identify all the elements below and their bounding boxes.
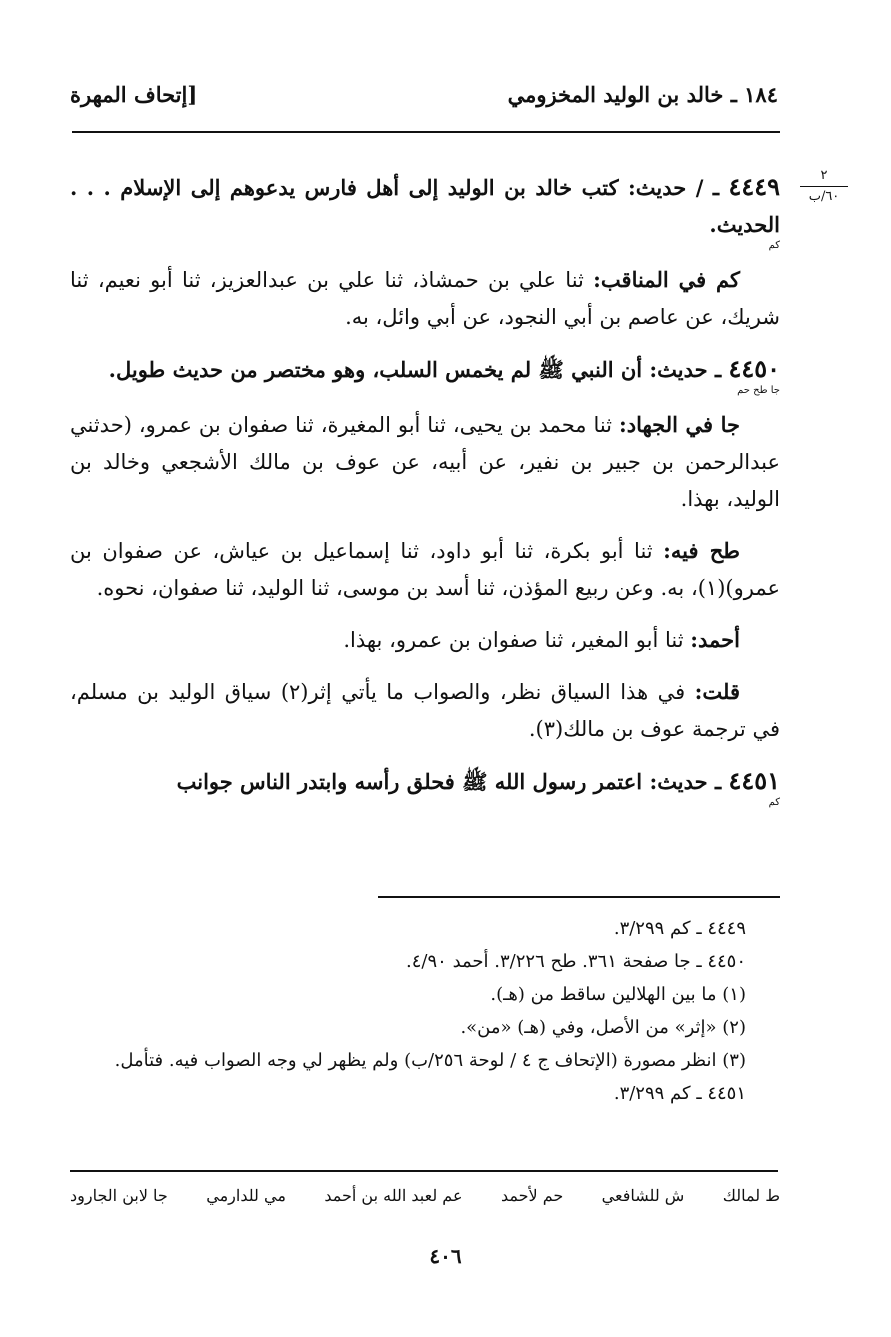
source-siglum: كم: [768, 240, 780, 251]
hadith-text: ـ / حديث: كتب خالد بن الوليد إلى أهل فارس يدعوهم إلى الإسلام . . . الحديث.: [70, 175, 780, 237]
footnote: ٤٤٤٩ ـ كم ٣/٢٩٩.: [613, 918, 746, 939]
source-label: طح فيه:: [663, 538, 740, 563]
source-siglum: كم: [768, 797, 780, 808]
hadith-number: ٤٤٥١: [728, 766, 780, 795]
isnad-paragraph: [70, 261, 780, 336]
footnote: (٣) انظر مصورة (الإتحاف ج ٤ / لوحة ٢٥٦/ب) ولم يظهر لي وجه الصواب فيه. فتأمل.: [114, 1050, 746, 1071]
paragraph-text: ثنا أبو بكرة، ثنا أبو داود، ثنا إسماعيل بن عياش، عن صفوان بن عمرو)(١)، به. وعن ربيع المؤذن، ثنا أسد بن موسى، ثنا الوليد، ثنا صفوان، نحوه.: [70, 539, 780, 600]
paragraph-text: ثنا أبو المغير، ثنا صفوان بن عمرو، بهذا.: [343, 628, 691, 652]
header-book-name: [إتحاف المهرة: [70, 82, 198, 107]
legend-item: عم لعبد الله بن أحمد: [324, 1186, 463, 1205]
hadith-entry: [70, 762, 780, 808]
sigla-legend: [70, 1186, 780, 1205]
main-text: [70, 168, 780, 818]
manuscript-folio-note: [800, 168, 848, 205]
editor-comment: [70, 673, 780, 748]
legend-item: حم لأحمد: [500, 1186, 564, 1205]
isnad-paragraph: [70, 532, 780, 607]
source-label: كم في المناقب:: [593, 267, 740, 292]
isnad-paragraph: [70, 621, 780, 659]
hadith-entry: [70, 168, 780, 251]
margin-note-top: ٢: [820, 168, 828, 183]
source-label: قلت:: [694, 679, 740, 704]
footnote: ٤٤٥١ ـ كم ٣/٢٩٩.: [613, 1083, 746, 1104]
source-label: أحمد:: [690, 627, 740, 652]
isnad-paragraph: [70, 406, 780, 518]
footnote: ٤٤٥٠ ـ جا صفحة ٣٦١. طح ٣/٢٢٦. أحمد ٤/٩٠.: [406, 951, 746, 972]
source-label: جا في الجهاد:: [618, 412, 741, 437]
paragraph-text: في هذا السياق نظر، والصواب ما يأتي إثر(٢) سياق الوليد بن مسلم، في ترجمة عوف بن مالك(٣).: [70, 680, 780, 741]
source-siglum: جا طح حم: [737, 385, 780, 396]
running-header: [70, 82, 778, 122]
hadith-text: ـ حديث: اعتمر رسول الله ﷺ فحلق رأسه وابتدر الناس جوانب: [176, 769, 729, 794]
legend-rule: [70, 1170, 778, 1172]
page-number: ٤٠٦: [429, 1244, 462, 1268]
hadith-entry: [70, 350, 780, 396]
legend-item: جا لابن الجارود: [70, 1186, 168, 1205]
footnote: (٢) «إثر» من الأصل، وفي (هـ) «من».: [460, 1017, 746, 1038]
legend-item: ش للشافعي: [601, 1186, 685, 1205]
legend-item: ط لمالك: [722, 1186, 780, 1205]
hadith-number: ٤٤٤٩: [728, 172, 780, 201]
hadith-number: ٤٤٥٠: [728, 354, 780, 383]
paragraph-text: ثنا محمد بن يحيى، ثنا أبو المغيرة، ثنا صفوان بن عمرو، (حدثني عبدالرحمن بن جبير بن نفير، عن أبيه، عن عوف بن مالك الأشجعي وخالد بن الوليد، بهذا.: [70, 413, 780, 511]
legend-item: مي للدارمي: [206, 1186, 286, 1205]
footnote-rule: [378, 896, 780, 898]
margin-note-bottom: ٦٠/ب: [808, 189, 840, 204]
margin-note-line: [800, 186, 848, 187]
header-title: ١٨٤ ـ خالد بن الوليد المخزومي: [507, 82, 778, 107]
hadith-text: ـ حديث: أن النبي ﷺ لم يخمس السلب، وهو مختصر من حديث طويل.: [108, 357, 729, 382]
footnotes: [70, 912, 780, 1110]
header-rule: [72, 131, 780, 133]
footnote: (١) ما بين الهلالين ساقط من (هـ).: [490, 984, 746, 1005]
paragraph-text: ثنا علي بن حمشاذ، ثنا علي بن عبدالعزيز، ثنا أبو نعيم، ثنا شريك، عن عاصم بن أبي النجود، عن أبي وائل، به.: [70, 268, 780, 329]
